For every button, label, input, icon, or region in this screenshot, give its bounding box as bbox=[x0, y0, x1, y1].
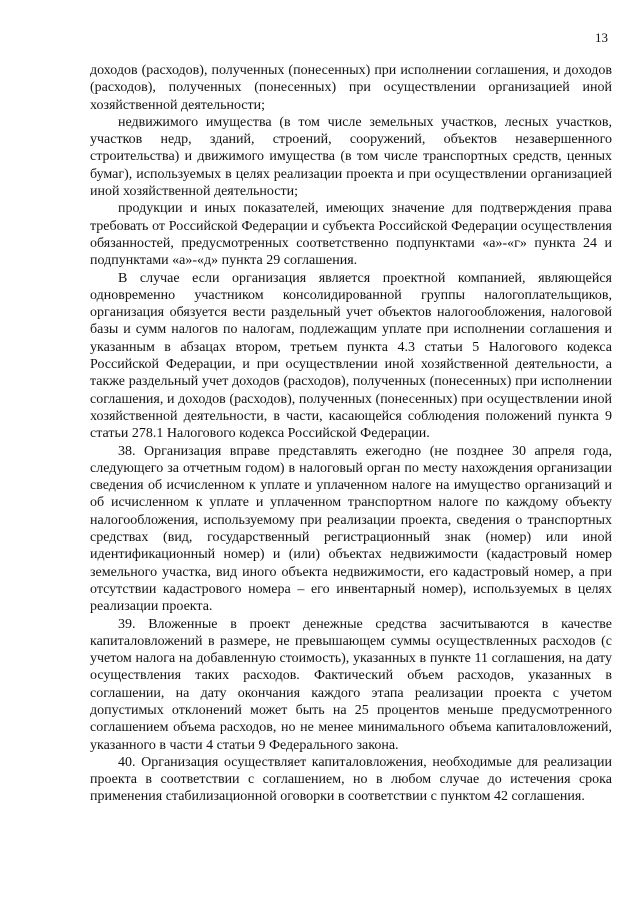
paragraph-project-company: В случае если организация является проектной компанией, являющейся одновременно участником консолидированной группы налогоплательщиков, организация обязуется вести раздельный учет объектов налогообложения, налоговой базы и сумм налогов по налогам, подлежащим уплате при исполнении соглашения и указанным в абзацах втором, третьем пункта 4.3 статьи 5 Налогового кодекса Российской Федерации, и при осуществлении иной хозяйственной деятельности, а также раздельный учет доходов (расходов), полученных (понесенных) при исполнении соглашения, и доходов (расходов), полученных (понесенных) при осуществлении иной хозяйственной деятельности, в части, касающейся соблюдения положений пункта 9 статьи 278.1 Налогового кодекса Российской Федерации. bbox=[90, 270, 612, 442]
paragraph-income-expenses: доходов (расходов), полученных (понесенных) при исполнении соглашения, и доходов (расходов), полученных (понесенных) при осуществлении организацией иной хозяйственной деятельности; bbox=[90, 63, 612, 113]
document-body bbox=[90, 62, 612, 806]
paragraph-clause-38: 38. Организация вправе представлять ежегодно (не позднее 30 апреля года, следующего за отчетным годом) в налоговый орган по месту нахождения организации сведения об исчисленном к уплате и уплаченном налоге на имущество организаций и об исчисленном к уплате и уплаченном транспортном налоге по каждому объекту налогообложения, используемому при реализации проекта, сведения о транспортных средствах (вид, государственный регистрационный знак (номер) или иной идентификационный номер) и (или) объектах недвижимости (кадастровый номер земельного участка, вид иного объекта недвижимости, его кадастровый номер, а при отсутствии кадастрового номера – его инвентарный номер), используемых в целях реализации проекта. bbox=[90, 443, 612, 615]
paragraph-clause-40: 40. Организация осуществляет капиталовложения, необходимые для реализации проекта в соответствии с соглашением, но в любом случае до истечения срока применения стабилизационной оговорки в соответствии с пунктом 42 соглашения. bbox=[90, 754, 612, 805]
paragraph-clause-39: 39. Вложенные в проект денежные средства засчитываются в качестве капиталовложений в размере, не превышающем суммы осуществленных расходов (с учетом налога на добавленную стоимость), указанных в пункте 11 соглашения, на дату осуществления таких расходов. Фактический объем расходов, указанных в соглашении, на дату окончания каждого этапа реализации проекта с учетом допустимых отклонений может быть на 25 процентов меньше предусмотренного соглашением объема расходов, но не менее минимального объема капиталовложений, указанного в части 4 статьи 9 Федерального закона. bbox=[90, 616, 612, 753]
page-number: 13 bbox=[595, 30, 608, 45]
paragraph-property: недвижимого имущества (в том числе земельных участков, лесных участков, участков недр, зданий, строений, сооружений, объектов незавершенного строительства) и движимого имущества (в том числе транспортных средств, ценных бумаг), используемых в целях реализации проекта и при осуществлении организацией иной хозяйственной деятельности; bbox=[90, 114, 612, 200]
paragraph-products: продукции и иных показателей, имеющих значение для подтверждения права требовать от Российской Федерации и субъекта Российской Федерации осуществления обязанностей, предусмотренных соответственно подпунктами «а»-«г» пункта 24 и подпунктами «а»-«д» пункта 29 соглашения. bbox=[90, 201, 612, 269]
